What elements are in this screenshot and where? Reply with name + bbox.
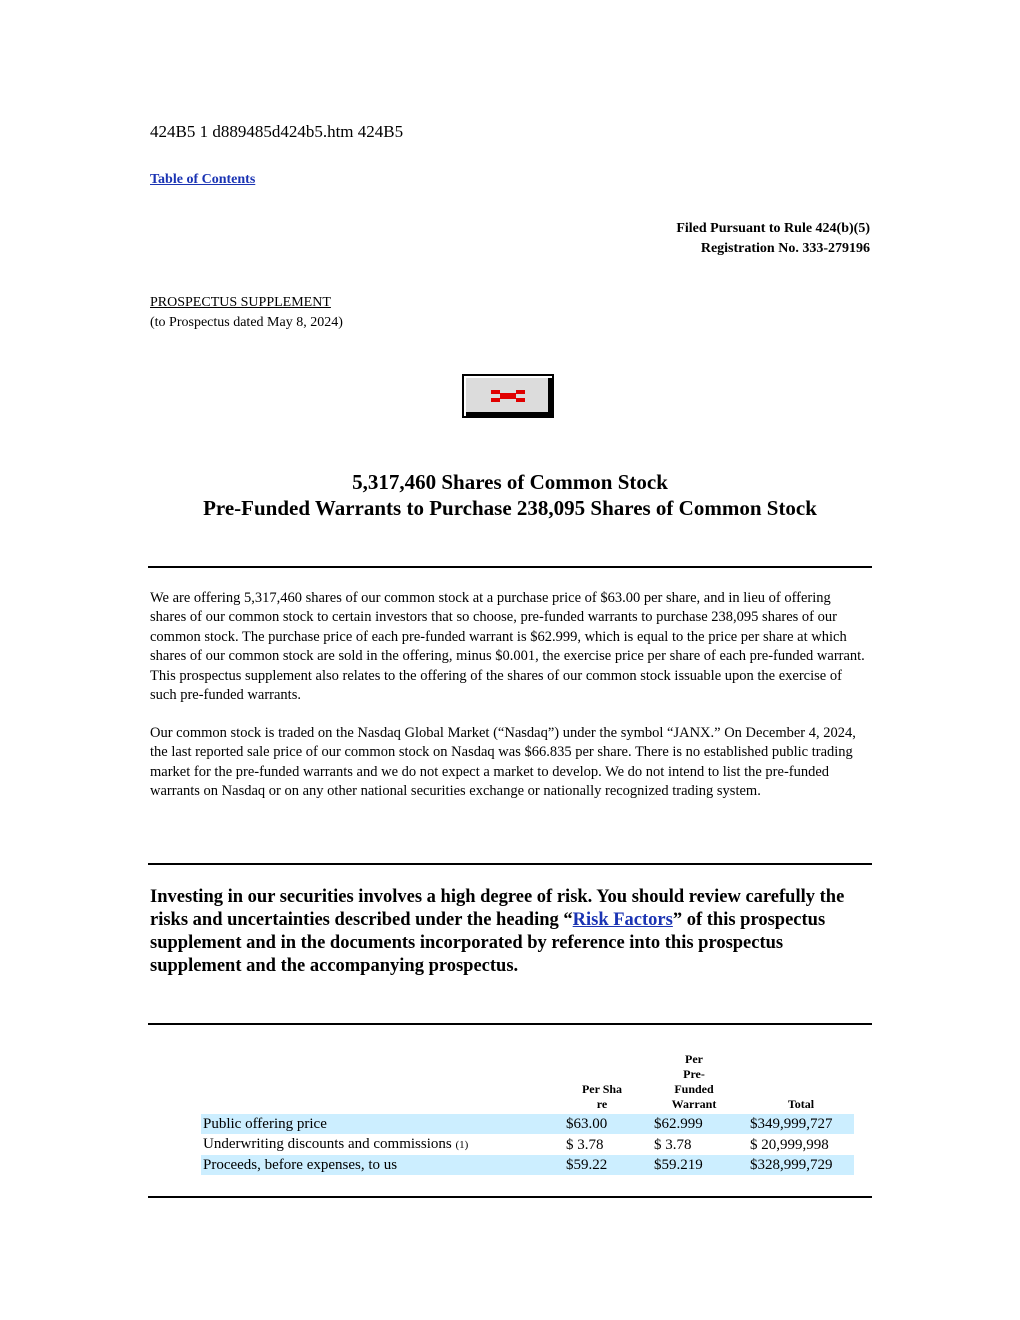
- col-header-per-share: Per Sha re: [581, 1082, 623, 1111]
- logo-mark-icon: [488, 387, 528, 405]
- per-share-value: $59.22: [564, 1155, 640, 1175]
- footnote-marker: (1): [455, 1139, 469, 1151]
- title-line-2: Pre-Funded Warrants to Purchase 238,095 Shares of Common Stock: [203, 496, 817, 520]
- per-warrant-value: $ 3.78: [654, 1136, 692, 1153]
- table-of-contents-link[interactable]: Table of Contents: [150, 172, 256, 187]
- divider: [148, 863, 872, 865]
- divider: [148, 1196, 872, 1198]
- company-logo: [462, 374, 554, 418]
- title-line-1: 5,317,460 Shares of Common Stock: [352, 470, 668, 494]
- per-share-value: $63.00: [564, 1114, 640, 1134]
- trading-paragraph: Our common stock is traded on the Nasdaq Global Market (“Nasdaq”) under the symbol “JANX.” On December 4, 2024, the last reported sale price of our common stock on Nasdaq was $66.835 per share. There is no established public trading market for the pre-funded warrants and we do not expect a market to develop. We do not intend to list the pre-funded warrants on Nasdaq or on any other national securities exchange or nationally recognized trading system.: [150, 725, 856, 800]
- filing-header-line: 424B5 1 d889485d424b5.htm 424B5: [150, 122, 404, 141]
- row-label: Proceeds, before expenses, to us: [201, 1155, 564, 1175]
- pricing-table: [201, 1052, 854, 1175]
- total-value: $ 20,999,998: [750, 1136, 829, 1153]
- table-header-row: [201, 1052, 854, 1114]
- risk-statement: [150, 886, 870, 978]
- offering-paragraph: We are offering 5,317,460 shares of our common stock at a purchase price of $63.00 per share, and in lieu of offering shares of our common stock to certain investors that so choose, pre-funded warrants to purchase 238,095 shares of our common stock. The purchase price of each pre-funded warrant is $62.999, which is equal to the price per share at which shares of our common stock are sold in the offering, minus $0.001, the exercise price per share of each pre-funded warrant. This prospectus supplement also relates to the offering of the shares of our common stock issuable upon the exercise of such pre-funded warrants.: [150, 590, 865, 704]
- risk-text-before: Investing in our securities involves a high degree of risk. You should review carefully the risks and uncertainties described under the heading “: [150, 887, 845, 930]
- per-share-value: $ 3.78: [566, 1136, 604, 1153]
- filed-pursuant-text: Filed Pursuant to Rule 424(b)(5): [676, 221, 870, 236]
- row-label: Underwriting discounts and commissions (1): [203, 1136, 469, 1152]
- row-label: Public offering price: [201, 1114, 564, 1134]
- risk-factors-link[interactable]: Risk Factors: [572, 910, 673, 930]
- offering-title: [0, 469, 1020, 521]
- supplement-dated: (to Prospectus dated May 8, 2024): [150, 315, 343, 330]
- registration-number: Registration No. 333-279196: [700, 241, 870, 256]
- filing-info: [676, 219, 870, 259]
- table-row: [201, 1114, 854, 1134]
- table-row: [201, 1155, 854, 1175]
- divider: [148, 1023, 872, 1025]
- per-warrant-value: $59.219: [652, 1155, 736, 1175]
- col-header-per-warrant: Per Pre- Funded Warrant: [671, 1052, 717, 1111]
- prospectus-supplement-heading: [150, 293, 343, 333]
- total-value: $328,999,729: [748, 1155, 854, 1175]
- risk-text-after: ” of this prospectus supplement and in the documents incorporated by reference into this prospectus supplement and the accompanying prospectus.: [150, 910, 826, 976]
- col-header-total: Total: [787, 1097, 815, 1111]
- table-row: [201, 1134, 854, 1155]
- per-warrant-value: $62.999: [652, 1114, 736, 1134]
- total-value: $349,999,727: [748, 1114, 854, 1134]
- divider: [148, 566, 872, 568]
- supplement-label: PROSPECTUS SUPPLEMENT: [150, 295, 331, 310]
